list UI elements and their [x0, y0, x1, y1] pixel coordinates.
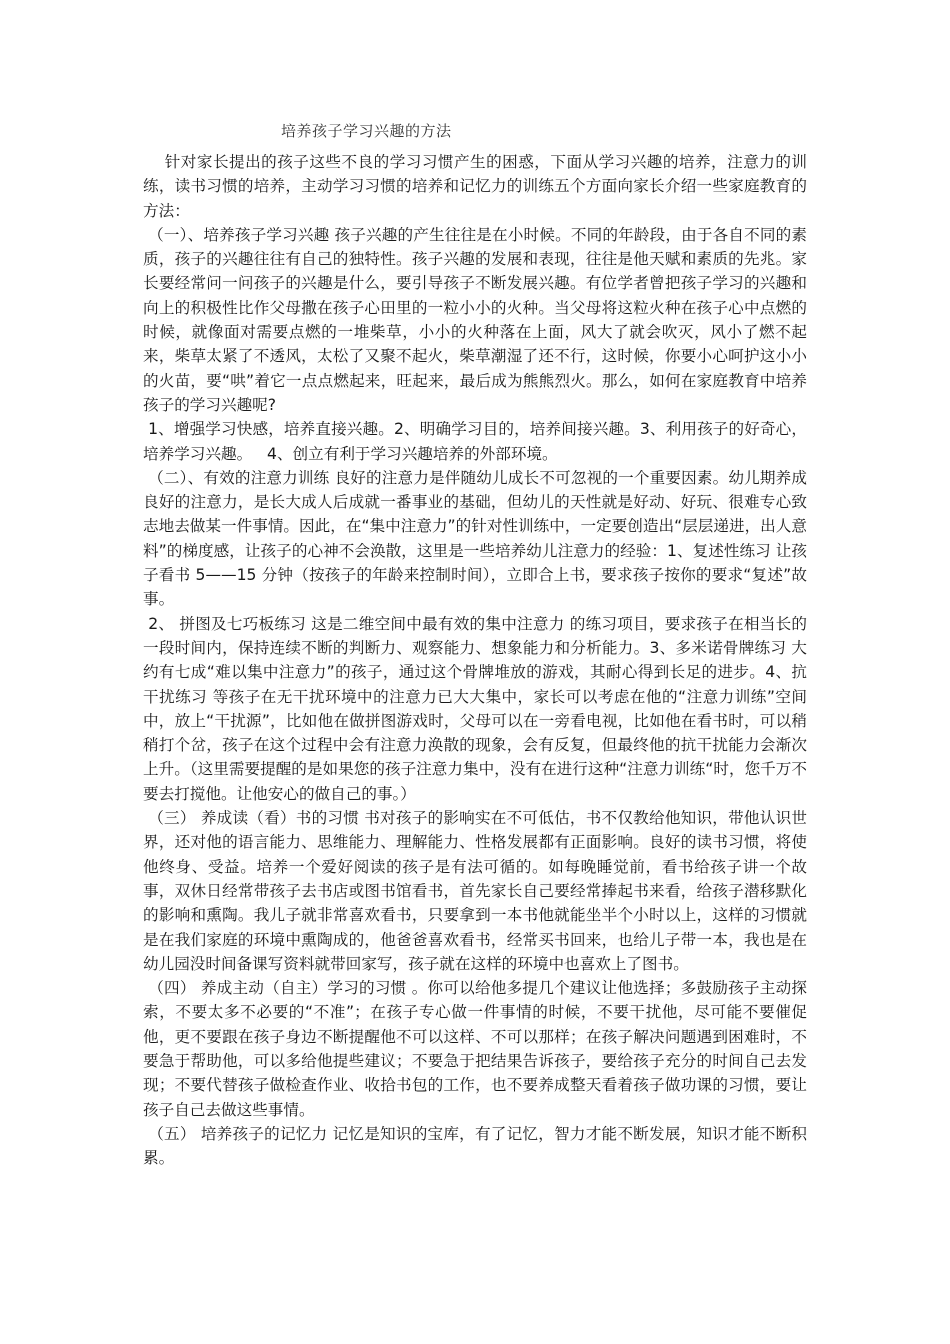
paragraph-section-4: （四） 养成主动（自主）学习的习惯 。你可以给他多提几个建议让他选择；多鼓励孩子主动探索，不要太多不必要的“不准”；在孩子专心做一件事情的时候，不要干扰他，尽可能不要催促他，更不要跟在孩子身边不断提醒他不可以这样、不可以那样；在孩子解决问题遇到困难时，不要急于帮助他，可以多给他提些建议；不要急于把结果告诉孩子，要给孩子充分的时间自己去发现；不要代替孩子做检查作业、收拾书包的工作，也不要养成整天看着孩子做功课的习惯，要让孩子自己去做这些事情。	[143, 979, 807, 1119]
paragraph-section-3: （三） 养成读（看）书的习惯 书对孩子的影响实在不可低估，书不仅教给他知识，带他认识世界，还对他的语言能力、思维能力、理解能力、性格发展都有正面影响。良好的读书习惯，将使他终身、受益。培养一个爱好阅读的孩子是有法可循的。如每晚睡觉前，看书给孩子讲一个故事，双休日经常带孩子去书店或图书馆看书，首先家长自己要经常捧起书来看，给孩子潜移默化的影响和熏陶。我儿子就非常喜欢看书，只要拿到一本书他就能坐半个小时以上，这样的习惯就是在我们家庭的环境中熏陶成的，他爸爸喜欢看书，经常买书回来，也给儿子带一本，我也是在幼儿园没时间备课写资料就带回家写，孩子就在这样的环境中也喜欢上了图书。	[143, 809, 807, 973]
document-body	[143, 150, 807, 1170]
document-title: 培养孩子学习兴趣的方法	[281, 122, 452, 140]
paragraph-section-1-list: 1、增强学习快感，培养直接兴趣。2、明确学习目的，培养间接兴趣。3、利用孩子的好奇心，培养学习兴趣。 4、创立有利于学习兴趣培养的外部环境。	[143, 420, 807, 463]
paragraph-section-2-exercises: 2、 拼图及七巧板练习 这是二维空间中最有效的集中注意力 的练习项目，要求孩子在相当长的一段时间内，保持连续不断的判断力、观察能力、想象能力和分析能力。3、多米诺骨牌练习 大约有七成“难以集中注意力”的孩子，通过这个骨牌堆放的游戏，其耐心得到长足的进步。4、抗干扰练习 等孩子在无干扰环境中的注意力已大大集中，家长可以考虑在他的“注意力训练”空间中，放上“干扰源”，比如他在做拼图游戏时，父母可以在一旁看电视，比如他在看书时，可以稍稍打个岔，孩子在这个过程中会有注意力涣散的现象，会有反复，但最终他的抗干扰能力会渐次上升。（这里需要提醒的是如果您的孩子注意力集中，没有在进行这种“注意力训练“时，您千万不要去打搅他。让他安心的做自己的事。）	[143, 614, 807, 803]
paragraph-intro: 针对家长提出的孩子这些不良的学习习惯产生的困惑，下面从学习兴趣的培养，注意力的训练，读书习惯的培养，主动学习习惯的培养和记忆力的训练五个方面向家长介绍一些家庭教育的方法：	[143, 153, 807, 220]
document-page	[143, 118, 807, 1170]
paragraph-section-5: （五） 培养孩子的记忆力 记忆是知识的宝库，有了记忆，智力才能不断发展，知识才能不断积累。	[143, 1124, 807, 1168]
paragraph-section-1: （一）、培养孩子学习兴趣 孩子兴趣的产生往往是在小时候。不同的年龄段，由于各自不同的素质，孩子的兴趣往往有自己的独特性。孩子兴趣的发展和表现，往往是他天赋和素质的先兆。家长要经常问一问孩子的兴趣是什么，要引导孩子不断发展兴趣。有位学者曾把孩子学习的兴趣和向上的积极性比作父母撒在孩子心田里的一粒小小的火种。当父母将这粒火种在孩子心中点燃的时候，就像面对需要点燃的一堆柴草，小小的火种落在上面，风大了就会吹灭，风小了燃不起来，柴草太紧了不透风，太松了又聚不起火，柴草潮湿了还不行，这时候，你要小心呵护这小小的火苗，要“哄”着它一点点燃起来，旺起来，最后成为熊熊烈火。那么，如何在家庭教育中培养孩子的学习兴趣呢?	[143, 225, 807, 414]
paragraph-section-2: （二）、有效的注意力训练 良好的注意力是伴随幼儿成长不可忽视的一个重要因素。幼儿期养成良好的注意力，是长大成人后成就一番事业的基础，但幼儿的天性就是好动、好玩、很难专心致志地去做某一件事情。因此，在“集中注意力”的针对性训练中，一定要创造出“层层递进，出人意料”的梯度感，让孩子的心神不会涣散，这里是一些培养幼儿注意力的经验：1、复述性练习 让孩子看书 5——15 分钟（按孩子的年龄来控制时间），立即合上书，要求孩子按你的要求“复述”故事。	[143, 468, 807, 609]
